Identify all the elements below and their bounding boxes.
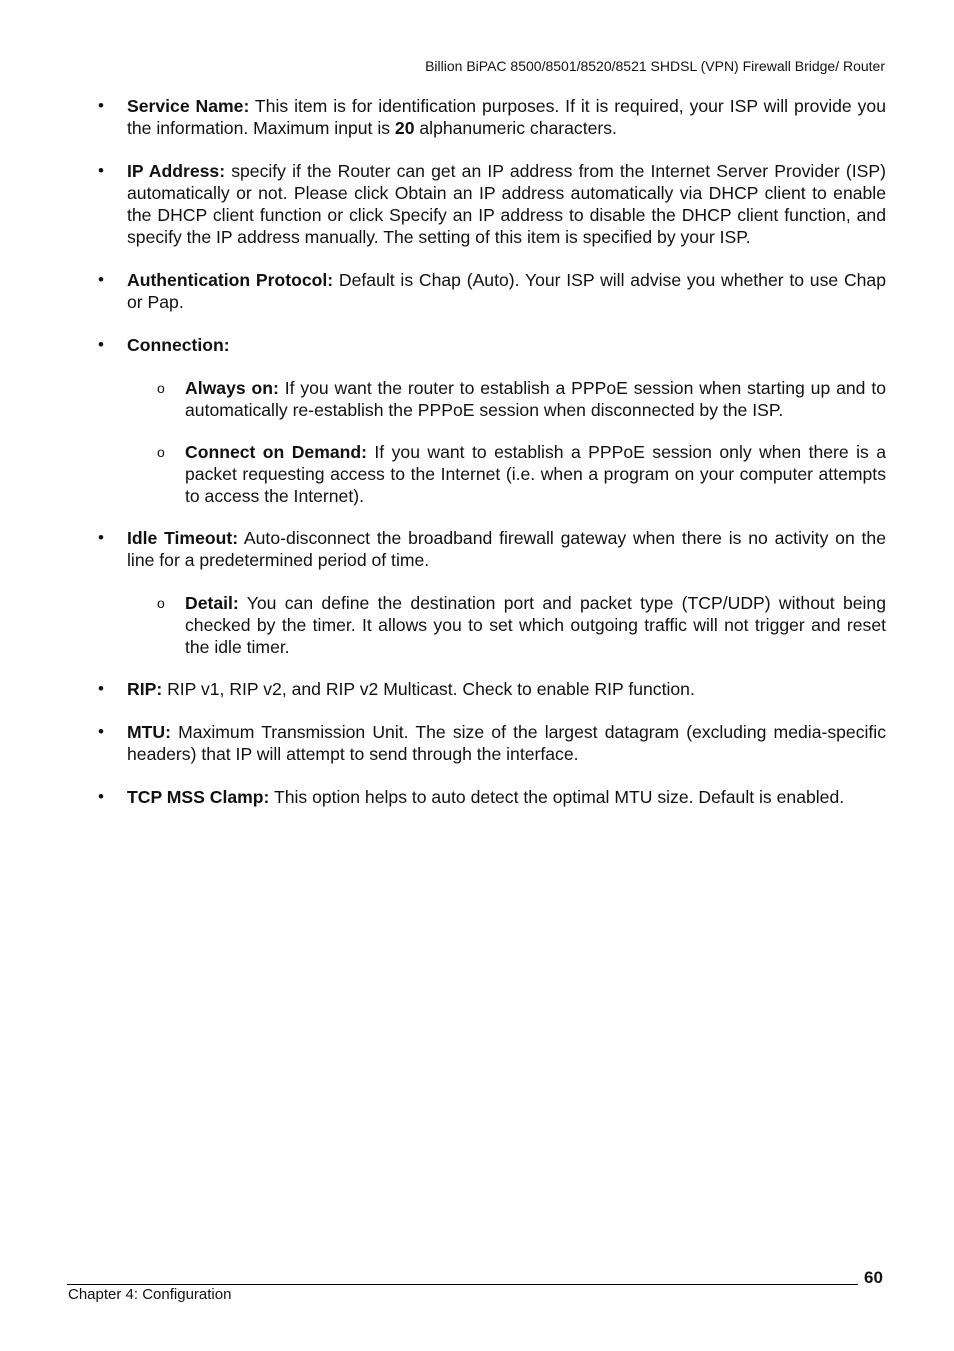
item-label: Authentication Protocol:: [127, 270, 334, 290]
bullet: •: [98, 270, 104, 289]
sub-bullet: o: [157, 444, 165, 460]
bullet: •: [98, 528, 104, 547]
list-item-service-name: [98, 95, 886, 139]
list-item-idle-timeout: [98, 527, 886, 571]
sub-bullet: o: [157, 380, 165, 396]
sub-item-label: Always on:: [185, 378, 279, 398]
item-bold-value: 20: [394, 118, 415, 138]
sub-bullet: o: [157, 595, 165, 611]
sub-item-text: If you want the router to establish a PPPoE session when starting up and to automatically re-establish the PPPoE session when disconnected by the ISP.: [185, 378, 886, 420]
item-label: Service Name:: [127, 96, 250, 116]
sub-item-connect-on-demand: [157, 441, 886, 507]
item-text: alphanumeric characters.: [414, 118, 617, 138]
list-item-mtu: [98, 721, 886, 765]
item-text: This option helps to auto detect the optimal MTU size. Default is enabled.: [269, 787, 845, 807]
item-label: Idle Timeout:: [127, 528, 239, 548]
bullet: •: [98, 722, 104, 741]
bullet: •: [98, 335, 104, 354]
sub-item-label: Detail:: [185, 593, 239, 613]
item-text: Maximum Transmission Unit. The size of the largest datagram (excluding media-specific headers) that IP will attempt to send through the interface.: [127, 722, 886, 764]
item-label: MTU:: [127, 722, 171, 742]
footer-chapter: Chapter 4: Configuration: [68, 1286, 232, 1303]
list-item-ip-address: [98, 160, 886, 248]
item-text: Default is Chap (Auto). Your ISP will advise you whether to use Chap or Pap.: [127, 270, 887, 312]
item-label: Connection:: [127, 335, 230, 355]
item-text: This item is for identification purposes. If it is required, your ISP will provide you the information. Maximum input is: [127, 96, 886, 138]
bullet: •: [98, 161, 104, 180]
sub-item-always-on: [157, 377, 886, 421]
bullet: •: [98, 787, 104, 806]
item-text: specify if the Router can get an IP address from the Internet Server Provider (ISP) automatically or not. Please click Obtain an IP address automatically via DHCP client to enable the DHCP client function or click Specify an IP address to disable the DHCP client function, and specify the IP address manually. The setting of this item is specified by your ISP.: [127, 161, 886, 247]
bullet: •: [98, 96, 104, 115]
sub-item-text: You can define the destination port and packet type (TCP/UDP) without being checked by the timer. It allows you to set which outgoing traffic will not trigger and reset the idle timer.: [185, 593, 886, 657]
footer-rule: [67, 1284, 858, 1285]
item-label: TCP MSS Clamp:: [127, 787, 270, 807]
list-item-connection: [98, 334, 886, 356]
running-header: Billion BiPAC 8500/8501/8520/8521 SHDSL (VPN) Firewall Bridge/ Router: [425, 58, 885, 74]
item-text: RIP v1, RIP v2, and RIP v2 Multicast. Check to enable RIP function.: [162, 679, 695, 699]
bullet: •: [98, 679, 104, 698]
page-number: 60: [864, 1268, 883, 1287]
list-item-authentication-protocol: [98, 269, 886, 313]
sub-item-detail: [157, 592, 886, 658]
list-item-tcp-mss-clamp: [98, 786, 886, 808]
sub-item-label: Connect on Demand:: [185, 442, 367, 462]
item-text: Auto-disconnect the broadband firewall gateway when there is no activity on the line for a predetermined period of time.: [127, 528, 886, 570]
sub-item-text: If you want to establish a PPPoE session only when there is a packet requesting access to the Internet (i.e. when a program on your computer attempts to access the Internet).: [185, 442, 886, 506]
item-label: IP Address:: [127, 161, 226, 181]
document-body: [98, 95, 886, 829]
item-label: RIP:: [127, 679, 163, 699]
list-item-rip: [98, 678, 886, 700]
